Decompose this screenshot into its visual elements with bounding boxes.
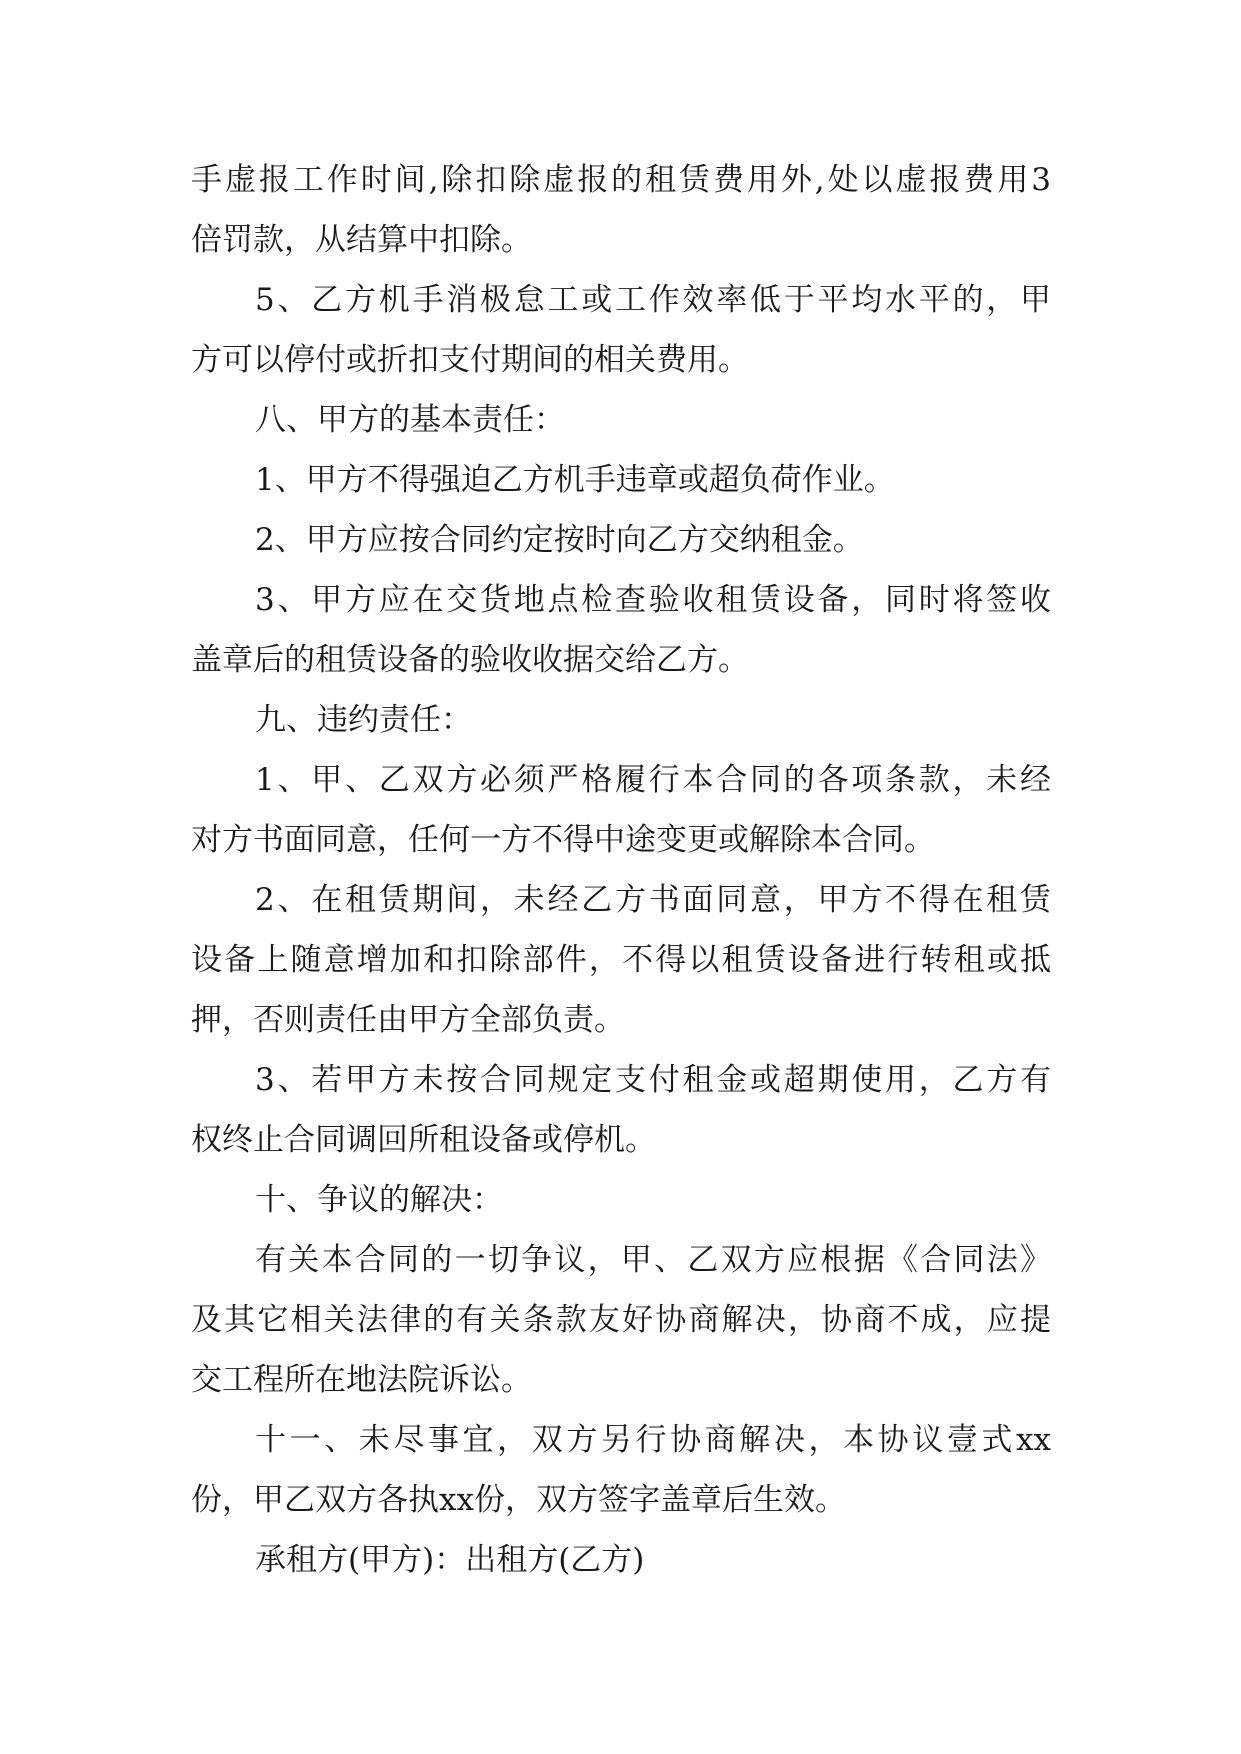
text-line: 手虚报工作时间,除扣除虚报的租赁费用外,处以虚报费用3 <box>191 162 1051 198</box>
text-line: 3、甲方应在交货地点检查验收租赁设备，同时将签收 <box>255 582 1051 618</box>
text-line: 倍罚款，从结算中扣除。 <box>191 222 532 258</box>
section-heading: 八、甲方的基本责任： <box>255 402 565 438</box>
text-line: 十一、未尽事宜，双方另行协商解决，本协议壹式xx <box>255 1422 1051 1458</box>
text-line: 设备上随意增加和扣除部件，不得以租赁设备进行转租或抵 <box>191 942 1051 978</box>
text-line: 及其它相关法律的有关条款友好协商解决，协商不成，应提 <box>191 1302 1051 1338</box>
text-line: 有关本合同的一切争议，甲、乙双方应根据《合同法》 <box>255 1242 1051 1278</box>
text-line: 3、若甲方未按合同规定支付租金或超期使用，乙方有 <box>255 1062 1051 1098</box>
section-heading: 十、争议的解决： <box>255 1182 503 1218</box>
section-heading: 九、违约责任： <box>255 702 472 738</box>
text-line: 方可以停付或折扣支付期间的相关费用。 <box>191 342 749 378</box>
text-line: 盖章后的租赁设备的验收收据交给乙方。 <box>191 642 749 678</box>
text-line: 2、甲方应按合同约定按时向乙方交纳租金。 <box>255 522 864 558</box>
text-line: 5、乙方机手消极怠工或工作效率低于平均水平的，甲 <box>255 282 1051 318</box>
text-line: 1、甲、乙双方必须严格履行本合同的各项条款，未经 <box>255 762 1051 798</box>
text-line: 份，甲乙双方各执xx份，双方签字盖章后生效。 <box>191 1482 846 1518</box>
text-line: 权终止合同调回所租设备或停机。 <box>191 1122 656 1158</box>
text-line: 1、甲方不得强迫乙方机手违章或超负荷作业。 <box>255 462 895 498</box>
text-line: 2、在租赁期间，未经乙方书面同意，甲方不得在租赁 <box>255 882 1051 918</box>
text-line: 对方书面同意，任何一方不得中途变更或解除本合同。 <box>191 822 935 858</box>
text-line: 交工程所在地法院诉讼。 <box>191 1362 532 1398</box>
document-body <box>191 150 1051 1590</box>
text-line: 押，否则责任由甲方全部负责。 <box>191 1002 625 1038</box>
signature-line: 承租方(甲方)：出租方(乙方) <box>255 1542 645 1578</box>
